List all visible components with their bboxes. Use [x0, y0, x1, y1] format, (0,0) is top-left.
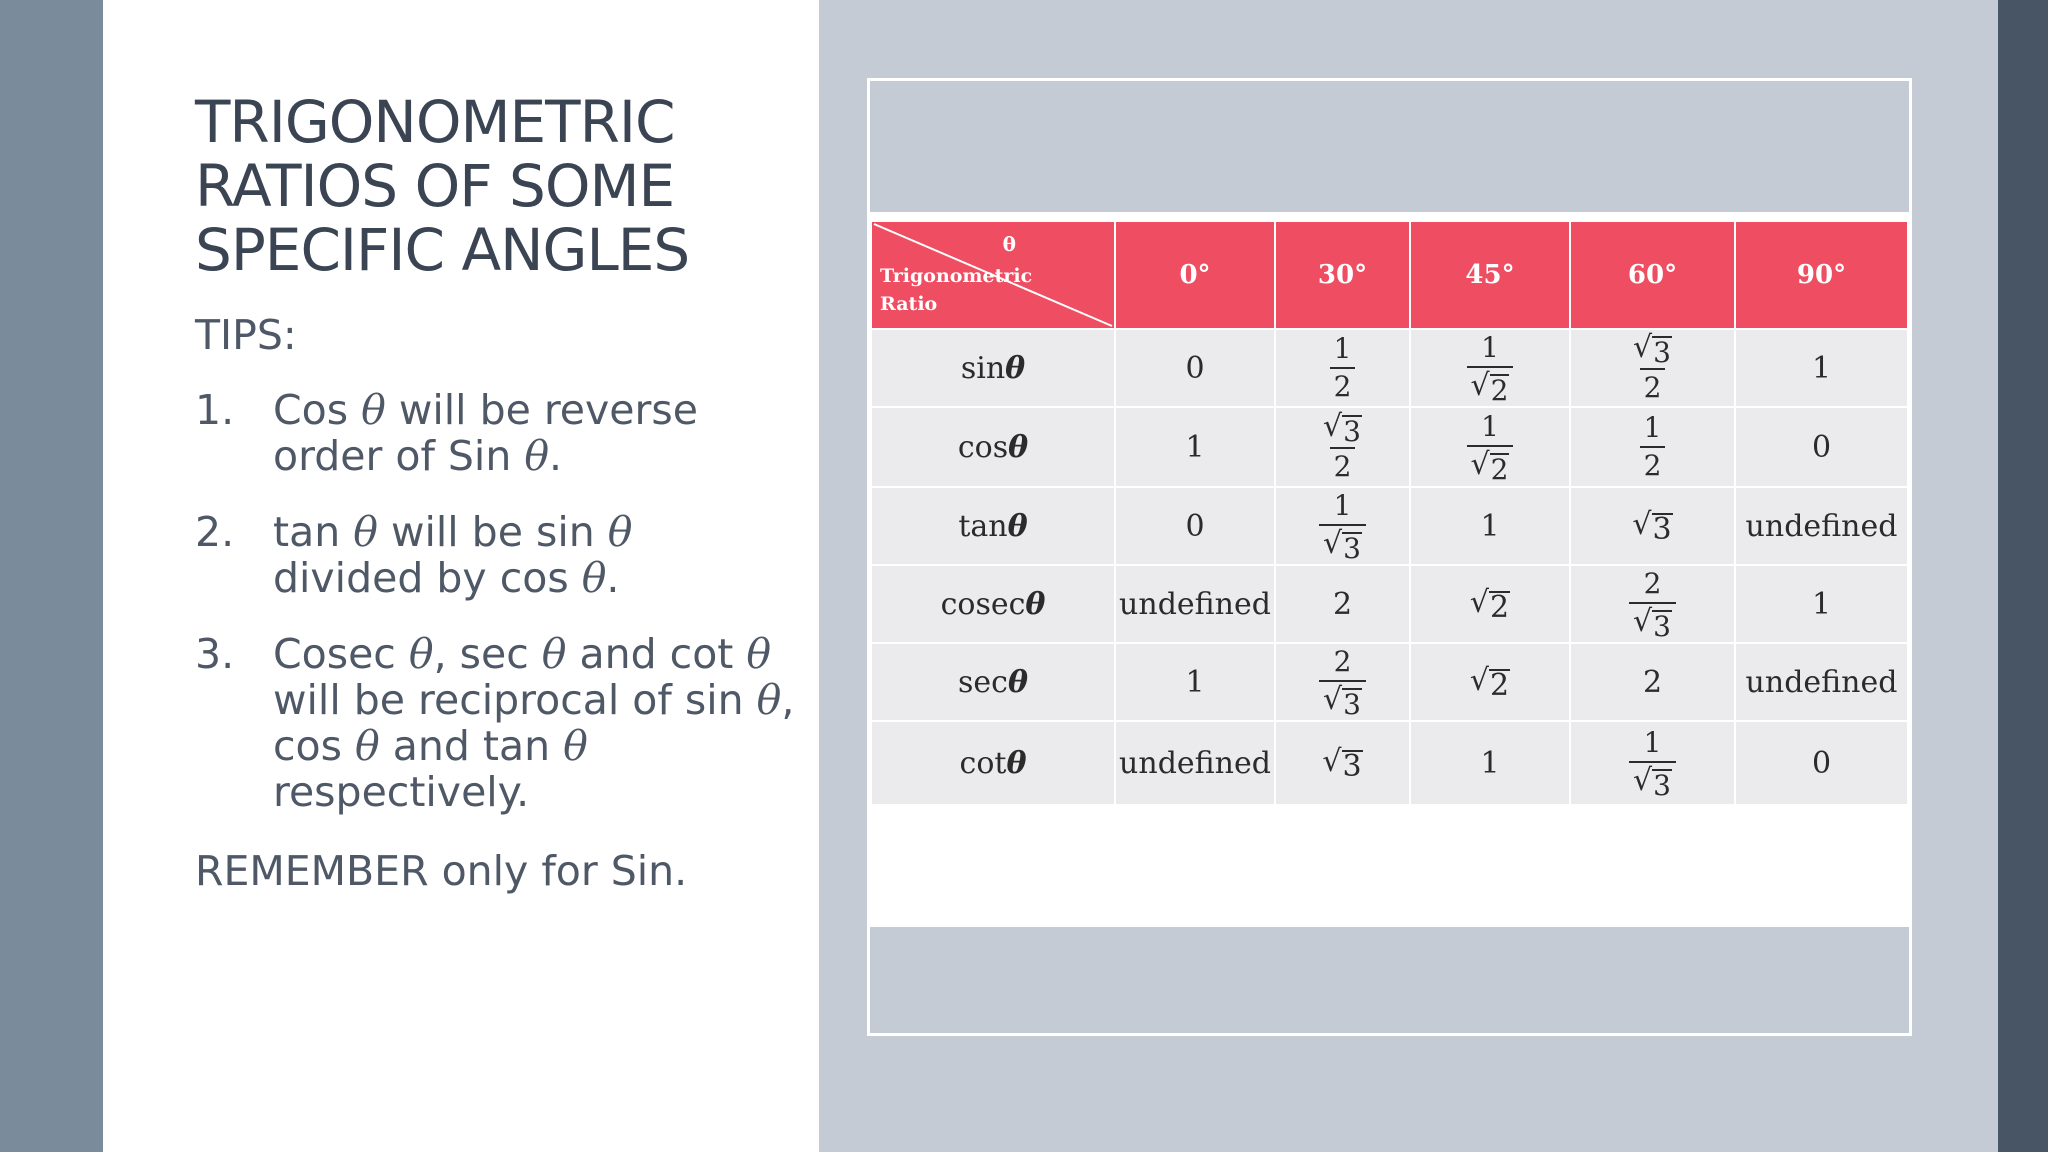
- angle-header: 60°: [1570, 221, 1735, 329]
- value-text: 1: [1333, 332, 1352, 365]
- value-text: 1: [1480, 508, 1500, 544]
- tip-item: [195, 387, 795, 479]
- theta-symbol: θ: [408, 630, 434, 678]
- value-text: 2: [1333, 645, 1352, 678]
- radical-sign: √: [1322, 744, 1342, 779]
- value-text: 1: [1643, 411, 1662, 444]
- radical-sign: √: [1469, 585, 1490, 620]
- fraction: [1640, 410, 1666, 484]
- radical-sign: √: [1323, 682, 1343, 717]
- value-text: 1: [1185, 429, 1205, 465]
- tip-text-part: respectively.: [273, 768, 530, 816]
- fraction-numerator: [1477, 330, 1503, 366]
- radical-sign: √: [1633, 330, 1653, 365]
- tip-text-part: will be sin: [377, 508, 608, 556]
- theta-symbol: θ: [756, 676, 782, 724]
- tip-text-part: and cot: [566, 630, 747, 678]
- square-root: [1470, 585, 1510, 623]
- theta-symbol: θ: [1008, 429, 1029, 465]
- slide-title: [195, 90, 795, 282]
- value-cell: [1410, 487, 1570, 565]
- value-cell: [1410, 565, 1570, 643]
- trig-ratio-table: [870, 220, 1909, 806]
- fraction-numerator: [1330, 488, 1356, 524]
- theta-symbol: θ: [353, 508, 378, 556]
- value-text: 2: [1643, 371, 1662, 404]
- theta-symbol: θ: [541, 630, 567, 678]
- corner-header-cell: [871, 221, 1115, 329]
- value-cell: [1570, 407, 1735, 487]
- ratio-function: cos: [957, 429, 1009, 465]
- theta-symbol: θ: [1007, 508, 1028, 544]
- value-text: 1: [1811, 350, 1832, 386]
- square-root: [1323, 682, 1362, 720]
- value-cell: [1410, 329, 1570, 407]
- fraction-denominator: [1629, 602, 1676, 642]
- table-header-row: [871, 221, 1908, 329]
- value-text: 0: [1811, 429, 1832, 465]
- tip-text-part: Cosec: [273, 630, 409, 678]
- value-text: 1: [1481, 410, 1499, 443]
- right-accent-bar: [1998, 0, 2048, 1152]
- value-cell: [1410, 721, 1570, 805]
- square-root: [1471, 447, 1510, 485]
- square-root: [1323, 526, 1362, 564]
- value-cell: [1735, 329, 1908, 407]
- ratio-function: cot: [959, 745, 1007, 781]
- value-text: 2: [1333, 370, 1352, 403]
- fraction: [1467, 409, 1514, 485]
- tip-number: 2.: [195, 508, 235, 556]
- value-text: 1: [1481, 331, 1499, 364]
- radical-sign: √: [1470, 368, 1490, 403]
- tip-number: 1.: [195, 386, 235, 434]
- value-cell: [1410, 643, 1570, 721]
- ratio-name-cell: [871, 329, 1115, 407]
- radical-sign: √: [1470, 447, 1490, 482]
- value-cell: [1735, 407, 1908, 487]
- value-text: undefined: [1745, 664, 1898, 700]
- ratio-name-cell: [871, 643, 1115, 721]
- corner-ratio-label: [880, 262, 1032, 318]
- title-line: RATIOS OF SOME: [195, 152, 675, 220]
- fraction-denominator: [1629, 761, 1676, 801]
- value-cell: [1275, 721, 1410, 805]
- theta-symbol: θ: [607, 508, 633, 556]
- value-text: 2: [1643, 449, 1662, 482]
- square-root: [1471, 368, 1510, 406]
- radical-sign: √: [1323, 526, 1343, 561]
- value-text: 2: [1643, 567, 1662, 600]
- angle-header: 90°: [1735, 221, 1908, 329]
- value-text: 2: [1333, 450, 1352, 483]
- value-cell: [1275, 407, 1410, 487]
- fraction-denominator: [1330, 447, 1356, 485]
- theta-symbol: θ: [1005, 350, 1026, 386]
- value-cell: [1115, 721, 1275, 805]
- value-cell: [1570, 329, 1735, 407]
- radical-sign: √: [1469, 663, 1490, 698]
- theta-symbol: θ: [524, 432, 550, 480]
- fraction: [1319, 409, 1366, 485]
- value-cell: [1275, 329, 1410, 407]
- value-cell: [1115, 407, 1275, 487]
- fraction-numerator: [1330, 331, 1356, 367]
- radicand: 3: [1653, 769, 1671, 802]
- radicand: 3: [1652, 512, 1672, 547]
- ratio-function: cosec: [940, 586, 1026, 622]
- tip-item: [195, 509, 795, 601]
- square-root: [1323, 409, 1362, 447]
- fraction-denominator: [1467, 366, 1514, 406]
- angle-header: 0°: [1115, 221, 1275, 329]
- title-line: TRIGONOMETRIC: [195, 88, 675, 156]
- radicand: 2: [1490, 668, 1510, 703]
- value-cell: [1115, 565, 1275, 643]
- fraction-denominator: [1640, 368, 1666, 406]
- value-cell: [1275, 487, 1410, 565]
- fraction-denominator: [1319, 680, 1366, 720]
- radicand: 3: [1343, 688, 1361, 721]
- corner-theta-label: θ: [1002, 232, 1016, 256]
- tip-text-part: , sec: [433, 630, 542, 678]
- value-cell: [1570, 565, 1735, 643]
- radicand: 2: [1490, 453, 1509, 486]
- value-text: 1: [1333, 489, 1352, 522]
- radicand: 3: [1343, 532, 1361, 565]
- fraction-numerator: [1477, 409, 1503, 445]
- radical-sign: √: [1633, 604, 1653, 639]
- value-cell: [1115, 329, 1275, 407]
- ratio-function: sin: [960, 350, 1006, 386]
- value-cell: [1275, 565, 1410, 643]
- value-cell: [1570, 643, 1735, 721]
- fraction-numerator: [1640, 566, 1666, 602]
- radicand: 2: [1490, 374, 1509, 407]
- tips-list: [195, 387, 795, 845]
- angle-header: 45°: [1410, 221, 1570, 329]
- square-root: [1633, 330, 1672, 368]
- value-text: undefined: [1745, 508, 1898, 544]
- tip-text-part: will be reverse order of Sin: [273, 386, 698, 480]
- fraction: [1629, 725, 1676, 801]
- title-line: SPECIFIC ANGLES: [195, 216, 690, 284]
- value-cell: [1735, 565, 1908, 643]
- corner-ratio-line: Trigonometric: [880, 265, 1033, 287]
- value-cell: [1735, 643, 1908, 721]
- tip-item: [195, 631, 795, 815]
- ratio-name-cell: [871, 721, 1115, 805]
- ratio-name-cell: [871, 565, 1115, 643]
- value-cell: [1735, 721, 1908, 805]
- corner-ratio-line: Ratio: [880, 293, 938, 315]
- value-cell: [1735, 487, 1908, 565]
- theta-symbol: θ: [361, 386, 386, 434]
- radicand: 3: [1653, 336, 1671, 369]
- square-root: [1632, 507, 1672, 545]
- fraction: [1629, 566, 1676, 642]
- theta-symbol: θ: [355, 722, 380, 770]
- radicand: 3: [1343, 415, 1361, 448]
- fraction: [1629, 330, 1676, 406]
- value-text: 0: [1185, 350, 1205, 386]
- value-cell: [1570, 721, 1735, 805]
- tip-number: 3.: [195, 630, 235, 678]
- value-text: 1: [1643, 726, 1662, 759]
- remember-note: REMEMBER only for Sin.: [195, 847, 688, 895]
- value-cell: [1410, 407, 1570, 487]
- radicand: 3: [1342, 749, 1362, 784]
- square-root: [1322, 744, 1362, 782]
- ratio-name-cell: [871, 487, 1115, 565]
- radicand: 2: [1490, 590, 1510, 625]
- tips-heading: TIPS:: [195, 311, 297, 359]
- value-text: 2: [1332, 586, 1353, 622]
- tip-text-part: divided by cos: [273, 554, 582, 602]
- fraction-denominator: [1319, 524, 1366, 564]
- theta-symbol: θ: [1007, 664, 1028, 700]
- tip-text-part: .: [606, 554, 620, 602]
- tip-text-part: will be reciprocal of sin: [273, 676, 757, 724]
- value-text: 1: [1480, 745, 1500, 781]
- value-text: undefined: [1119, 586, 1271, 622]
- tip-text-part: , cos: [273, 676, 795, 770]
- ratio-function: tan: [958, 508, 1008, 544]
- radical-sign: √: [1632, 507, 1652, 542]
- fraction-numerator: [1640, 410, 1666, 446]
- radical-sign: √: [1633, 763, 1653, 798]
- tip-text-part: Cos: [273, 386, 362, 434]
- square-root: [1633, 763, 1672, 801]
- fraction: [1330, 331, 1356, 405]
- tip-text-part: and tan: [379, 722, 564, 770]
- value-cell: [1115, 643, 1275, 721]
- ratio-function: sec: [958, 664, 1008, 700]
- ratio-name-cell: [871, 407, 1115, 487]
- fraction-denominator: [1330, 367, 1356, 405]
- table-row: [871, 407, 1908, 487]
- fraction-numerator: [1640, 725, 1666, 761]
- tip-text-part: .: [549, 432, 563, 480]
- value-text: 0: [1811, 745, 1832, 781]
- table-row: [871, 721, 1908, 805]
- square-root: [1633, 604, 1672, 642]
- left-accent-bar: [0, 0, 103, 1152]
- tip-text: [273, 386, 698, 480]
- fraction: [1319, 488, 1366, 564]
- value-text: 2: [1642, 664, 1663, 700]
- table-row: [871, 487, 1908, 565]
- theta-symbol: θ: [746, 630, 772, 678]
- value-text: 1: [1811, 586, 1832, 622]
- fraction-numerator: [1330, 644, 1356, 680]
- tip-text-part: tan: [273, 508, 354, 556]
- theta-symbol: θ: [581, 554, 607, 602]
- fraction: [1319, 644, 1366, 720]
- value-cell: [1275, 643, 1410, 721]
- trig-table-image: [870, 212, 1909, 927]
- fraction-numerator: [1319, 409, 1366, 447]
- fraction: [1467, 330, 1514, 406]
- fraction-numerator: [1629, 330, 1676, 368]
- theta-symbol: θ: [1025, 586, 1046, 622]
- value-text: 1: [1185, 664, 1205, 700]
- fraction-denominator: [1467, 445, 1514, 485]
- theta-symbol: θ: [563, 722, 588, 770]
- angle-header: 30°: [1275, 221, 1410, 329]
- value-text: undefined: [1119, 745, 1271, 781]
- value-text: 0: [1185, 508, 1205, 544]
- radicand: 3: [1653, 610, 1671, 643]
- table-row: [871, 643, 1908, 721]
- value-cell: [1570, 487, 1735, 565]
- tip-text: [273, 508, 632, 602]
- tip-text: [273, 630, 794, 816]
- value-cell: [1115, 487, 1275, 565]
- theta-symbol: θ: [1006, 745, 1027, 781]
- radical-sign: √: [1323, 409, 1343, 444]
- square-root: [1470, 663, 1510, 701]
- fraction-denominator: [1640, 446, 1666, 484]
- table-row: [871, 329, 1908, 407]
- table-row: [871, 565, 1908, 643]
